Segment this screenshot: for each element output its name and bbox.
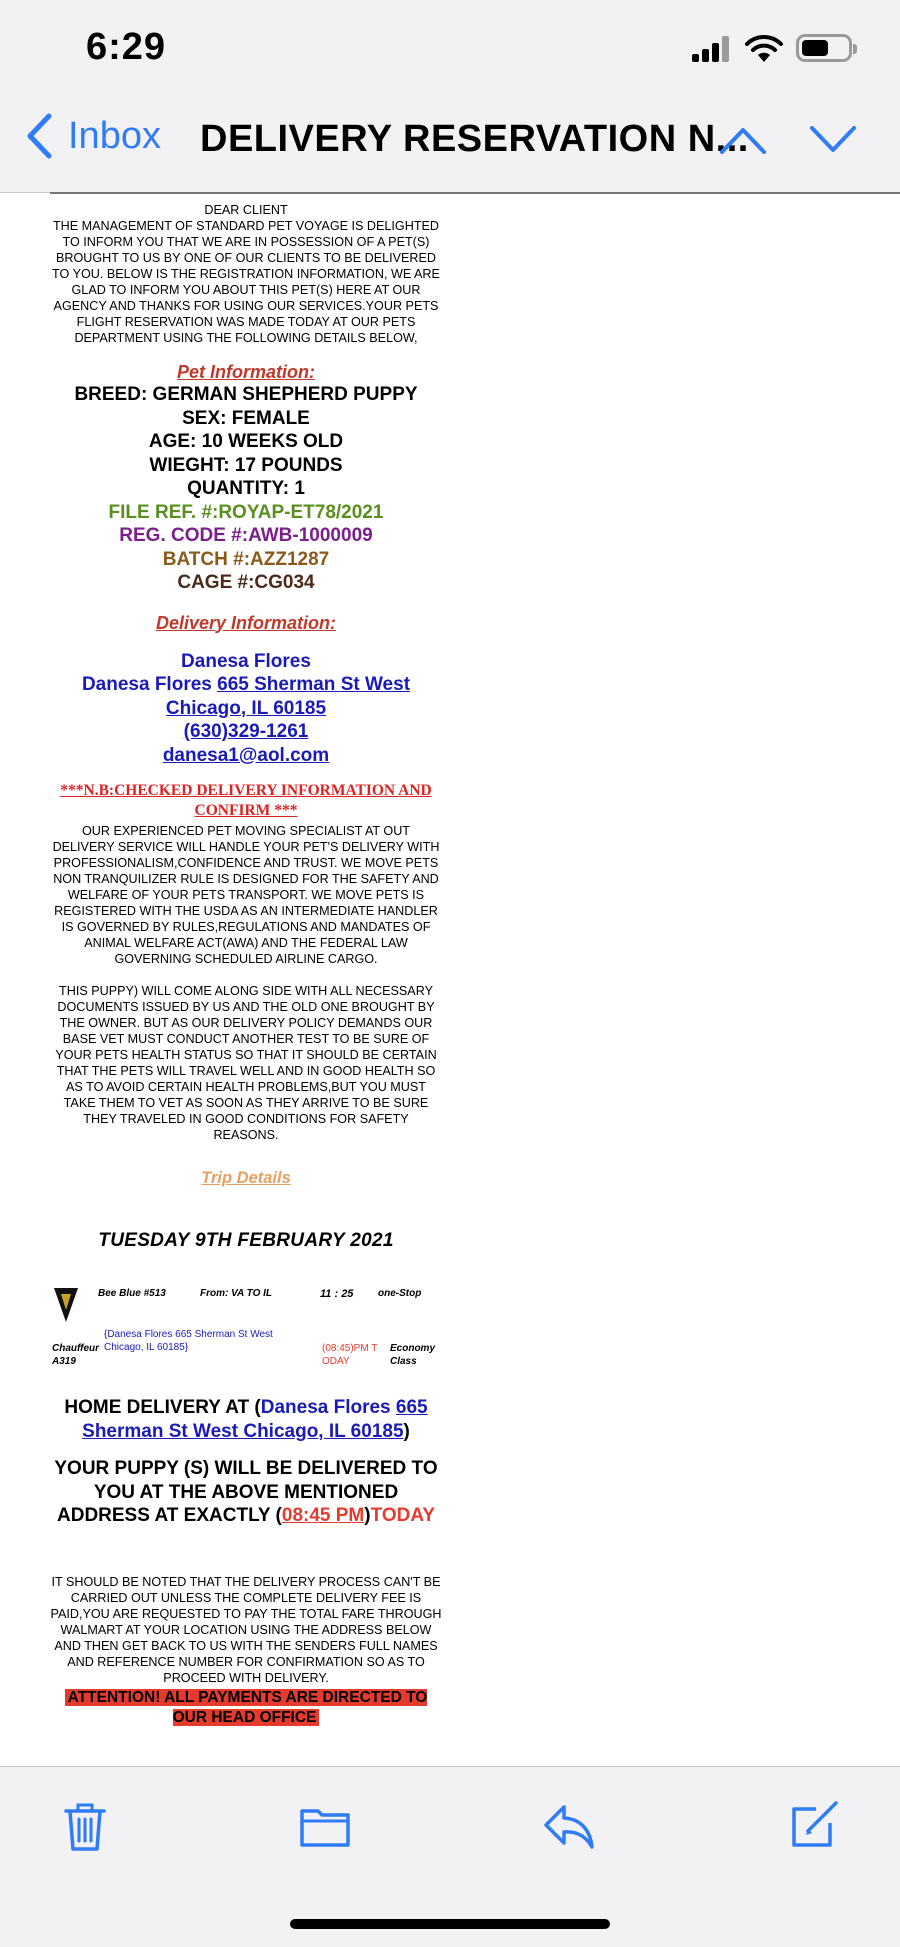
status-time: 6:29 (86, 26, 167, 68)
pet-sex: SEX: FEMALE (182, 407, 310, 429)
battery-icon (796, 34, 852, 62)
home-delivery-suffix: ) (403, 1420, 410, 1442)
flight-address[interactable]: {Danesa Flores 665 Sherman St West Chicago, IL 60185} (104, 1329, 273, 1353)
back-label: Inbox (68, 114, 161, 157)
back-button[interactable] (24, 112, 161, 160)
home-delivery-prefix: HOME DELIVERY AT ( (64, 1397, 261, 1418)
delivery-email-link[interactable]: danesa1@aol.com (162, 744, 330, 766)
delivery-notice (50, 1457, 442, 1528)
delivery-city-line (50, 697, 442, 721)
folder-icon[interactable] (298, 1799, 352, 1853)
delivery-phone-link[interactable]: (630)329-1261 (183, 721, 309, 742)
compose-icon[interactable] (786, 1799, 840, 1853)
delivery-name: Danesa Flores (181, 650, 311, 672)
delivery-time: 08:45 PM (281, 1505, 365, 1526)
delivery-city-link[interactable]: Chicago, IL 60185 (165, 697, 327, 719)
home-delivery-name: Danesa Flores (260, 1397, 396, 1418)
delivery-street-line (50, 673, 442, 697)
delivery-email-line (50, 744, 442, 768)
pet-cage: CAGE #:CG034 (177, 572, 315, 593)
home-delivery-address-link[interactable]: 665 Sherman St West Chicago, IL 60185 (82, 1397, 428, 1442)
delivery-address-prefix: Danesa Flores (81, 674, 218, 695)
delivery-notice-prefix: YOUR PUPPY (S) WILL BE DELIVERED TO YOU AT THE ABOVE MENTIONED ADDRESS AT EXACTLY ( (54, 1458, 438, 1526)
email-body (50, 192, 442, 1728)
delivery-notice-close: ) (364, 1505, 371, 1526)
pet-file-ref: FILE REF. #:ROYAP-ET78/2021 (108, 501, 384, 523)
delivery-info-title: Delivery Information: (155, 612, 337, 633)
chevron-left-icon (24, 112, 54, 160)
trip-details-link[interactable]: Trip Details (201, 1169, 291, 1187)
flight-time: 11 : 25 (320, 1288, 354, 1300)
intro-text: DEAR CLIENT THE MANAGEMENT OF STANDARD PET VOYAGE IS DELIGHTED TO INFORM YOU THAT WE ARE IN POSSESSION OF A PET(S) BROUGHT TO US BY ONE OF OUR CLIENTS TO BE DELIVERED TO YOU. BELOW IS THE REGISTRATION INFORMATION, WE ARE GLAD TO INFORM YOU ABOUT THIS PET(S) HERE AT OUR AGENCY AND THANKS FOR USING OUR SERVICES.YOUR PETS FLIGHT RESERVATION WAS MADE TODAY AT OUR PETS DEPARTMENT USING THE FOLLOWING DETAILS BELOW, (52, 203, 440, 345)
pet-weight: WIEGHT: 17 POUNDS (149, 454, 343, 476)
flight-depart: (08:45)PM T ODAY (322, 1343, 378, 1367)
email-subject: DELIVERY RESERVATION N... (200, 118, 749, 160)
delivery-today: TODAY (370, 1505, 435, 1526)
fee-note: IT SHOULD BE NOTED THAT THE DELIVERY PROCESS CAN'T BE CARRIED OUT UNLESS THE COMPLETE DELIVERY FEE IS PAID,YOU ARE REQUESTED TO PAY THE TOTAL FARE THROUGH WALMART AT YOUR LOCATION USING THE ADDRESS BELOW AND THEN GET BACK TO US WITH THE SENDERS FULL NAMES AND REFERENCE NUMBER FOR CONFIRMATION SO AS TO PROCEED WITH DELIVERY. (50, 1574, 442, 1685)
flight-table (50, 1282, 442, 1392)
top-bar (0, 0, 900, 193)
delivery-phone-line (50, 720, 442, 744)
next-message-button[interactable] (808, 122, 858, 156)
flight-route: From: VA TO IL (200, 1288, 273, 1299)
trip-date: TUESDAY 9TH FEBRUARY 2021 (98, 1230, 394, 1251)
wifi-icon (744, 34, 784, 64)
pet-age: AGE: 10 WEEKS OLD (148, 431, 344, 452)
reply-icon[interactable] (542, 1799, 596, 1853)
airline-logo-icon (52, 1284, 80, 1324)
previous-message-button[interactable] (718, 122, 768, 156)
delivery-street-link[interactable]: 665 Sherman St West (217, 674, 411, 695)
flight-airline: Bee Blue #513 (98, 1288, 166, 1299)
home-indicator[interactable] (290, 1919, 610, 1929)
attention-wrap (50, 1688, 442, 1728)
trash-icon[interactable] (58, 1799, 112, 1853)
pet-breed: BREED: GERMAN SHEPHERD PUPPY (74, 384, 418, 405)
flight-stops: one-Stop (378, 1288, 422, 1299)
puppy-text: THIS PUPPY) WILL COME ALONG SIDE WITH ALL NECESSARY DOCUMENTS ISSUED BY US AND THE OLD ONE BROUGHT BY THE OWNER. BUT AS OUR DELIVERY POLICY DEMANDS OUR BASE VET MUST CONDUCT ANOTHER TEST TO BE SURE OF YOUR PETS HEALTH STATUS SO THAT IT SHOULD BE CERTAIN THAT THE PETS WILL TRAVEL WELL AND IN GOOD HEALTH SO AS TO AVOID CERTAIN HEALTH PROBLEMS,BUT YOU MUST TAKE THEM TO VET AS SOON AS THEY ARRIVE TO BE SURE THEY TRAVELED IN GOOD CONDITIONS FOR SAFETY REASONS. (55, 984, 437, 1142)
home-delivery (50, 1396, 442, 1443)
cellular-signal-icon (692, 36, 732, 62)
flight-role: Chauffeur A319 (52, 1343, 100, 1367)
pet-batch: BATCH #:AZZ1287 (162, 548, 330, 570)
pet-quantity: QUANTITY: 1 (187, 478, 305, 499)
attention-banner: ATTENTION! ALL PAYMENTS ARE DIRECTED TO OUR HEAD OFFICE (65, 1689, 428, 1726)
pet-info-title: Pet Information: (177, 362, 315, 382)
flight-class: Economy Class (390, 1343, 436, 1367)
nb-notice: ***N.B:CHECKED DELIVERY INFORMATION AND CONFIRM *** (60, 782, 432, 819)
pet-reg-code: REG. CODE #:AWB-1000009 (119, 525, 373, 546)
service-text: OUR EXPERIENCED PET MOVING SPECIALIST AT OUT DELIVERY SERVICE WILL HANDLE YOUR PET'S DELIVERY WITH PROFESSIONALISM,CONFIDENCE AND TRUST. WE MOVE PETS NON TRANQUILIZER RULE IS DESIGNED FOR THE SAFETY AND WELFARE OF YOUR PETS TRANSPORT. WE MOVE PETS IS REGISTERED WITH THE USDA AS AN INTERMEDIATE HANDLER IS GOVERNED BY RULES,REGULATIONS AND MANDATES OF ANIMAL WELFARE ACT(AWA) AND THE FEDERAL LAW GOVERNING SCHEDULED AIRLINE CARGO. (52, 824, 440, 966)
